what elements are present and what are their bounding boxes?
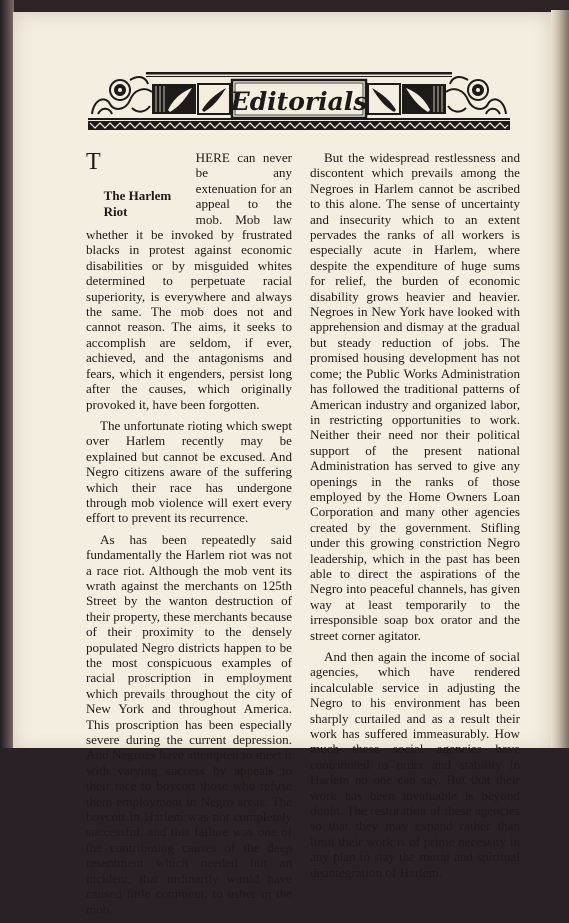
zigzag-border	[88, 121, 510, 130]
paragraph-2: The unfortunate rioting which swept over Harlem recently may be explained but cannot be excused. And Negro citizens aware of the suffering which their race has undergone through mob violence will exert every effort to prevent its recurrence.	[86, 417, 292, 526]
quill-icon	[198, 84, 230, 114]
article-sidehead	[104, 188, 192, 219]
quill-icon	[368, 84, 400, 114]
left-column	[86, 150, 292, 923]
page-edge	[551, 10, 569, 760]
book-binding-edge	[0, 0, 14, 760]
right-scroll-ornament	[446, 77, 506, 114]
paragraph-4: But the widespread restlessness and discontent which prevails among the Negroes in Harlem cannot be ascribed to this alone. The sense of uncertainty and insecurity which to an extent pervades the ranks of all workers is especially acute in Harlem, where despite the expenditure of huge sums for relief, the burden of economic disability grows heavier and heavier. Negroes in New York have looked with apprehension and dismay at the gradual but steady reduction of jobs. The promised housing development has not come; the Public Works Administration has followed the traditional patterns of American industry and organized labor, in restricting opportunities to work. Neither their need nor their political support of the present national Administration has served to give any openings in the ranks of those employed by the Home Owners Loan Corporation and many other agencies created by the government. Stifling under this growing constriction Negro leadership, which in the past has been able to direct the aspirations of the Negro into peaceful channels, has given way at least temporarily to the irresponsible soap box orator and the street corner agitator.	[310, 150, 520, 643]
paragraph-1-text: HERE can never be any extenuation for an appeal to the mob. Mob law whether it be invoked by frustrated blacks in protest against economic disabilities or by misguided whites determined to perpetuate racial superiority, is everywhere and always the same. The mob does not and cannot reason. The aims, it seeks to accomplish are seldom, if ever, achieved, and the antagonisms and fears, which it engenders, persist long after the causes, which originally provoked it, have been forgotten.	[86, 150, 292, 412]
right-column	[310, 150, 520, 886]
sidehead-line-1: The Harlem	[103, 188, 172, 203]
masthead-title: Editorials	[230, 87, 368, 116]
paragraph-1	[86, 150, 292, 412]
paragraph-3: As has been repeatedly said fundamentally the Harlem riot was not a race riot. Although the mob vent its wrath against the merchants on 125th Street by the wanton destruction of their property, these merchants because of their proximity to the densely populated Negro districts happen to be the most conspicuous examples of racial proscription in employment which prevails throughout the city of New York and throughout America. This proscription has been especially severe during the current depression. And Negroes have attempted to meet it with varying success by appeals to their race to boycott those who refuse them employment in Negro areas. The boycott in Harlem was not completely successful, and this failure was one of the contributing causes of the deep resentment which needed but an incident, that ordinarily would have caused little comment, to usher in the mob.	[86, 531, 293, 917]
paragraph-5: And then again the income of social agencies, which have rendered incalculable service in adjusting the Negro to his environment has been sharply curtailed and as a result their work has suffered immeasurably. How much these social agencies have contributed to order and stability in Harlem no one can say. But that their work has been invaluable is beyond doubt. The restoration of these agencies so that they may expand rather than limit their work is of prime necessity in any plan to stay the moral and spiritual disintegration of Harlem.	[310, 649, 520, 880]
right-hatched-bar	[402, 84, 446, 114]
editorials-masthead	[86, 68, 512, 134]
left-hatched-bar	[152, 84, 196, 114]
sidehead-line-2: Riot	[103, 203, 128, 219]
drop-cap: T	[86, 149, 101, 175]
left-scroll-ornament	[92, 77, 152, 114]
